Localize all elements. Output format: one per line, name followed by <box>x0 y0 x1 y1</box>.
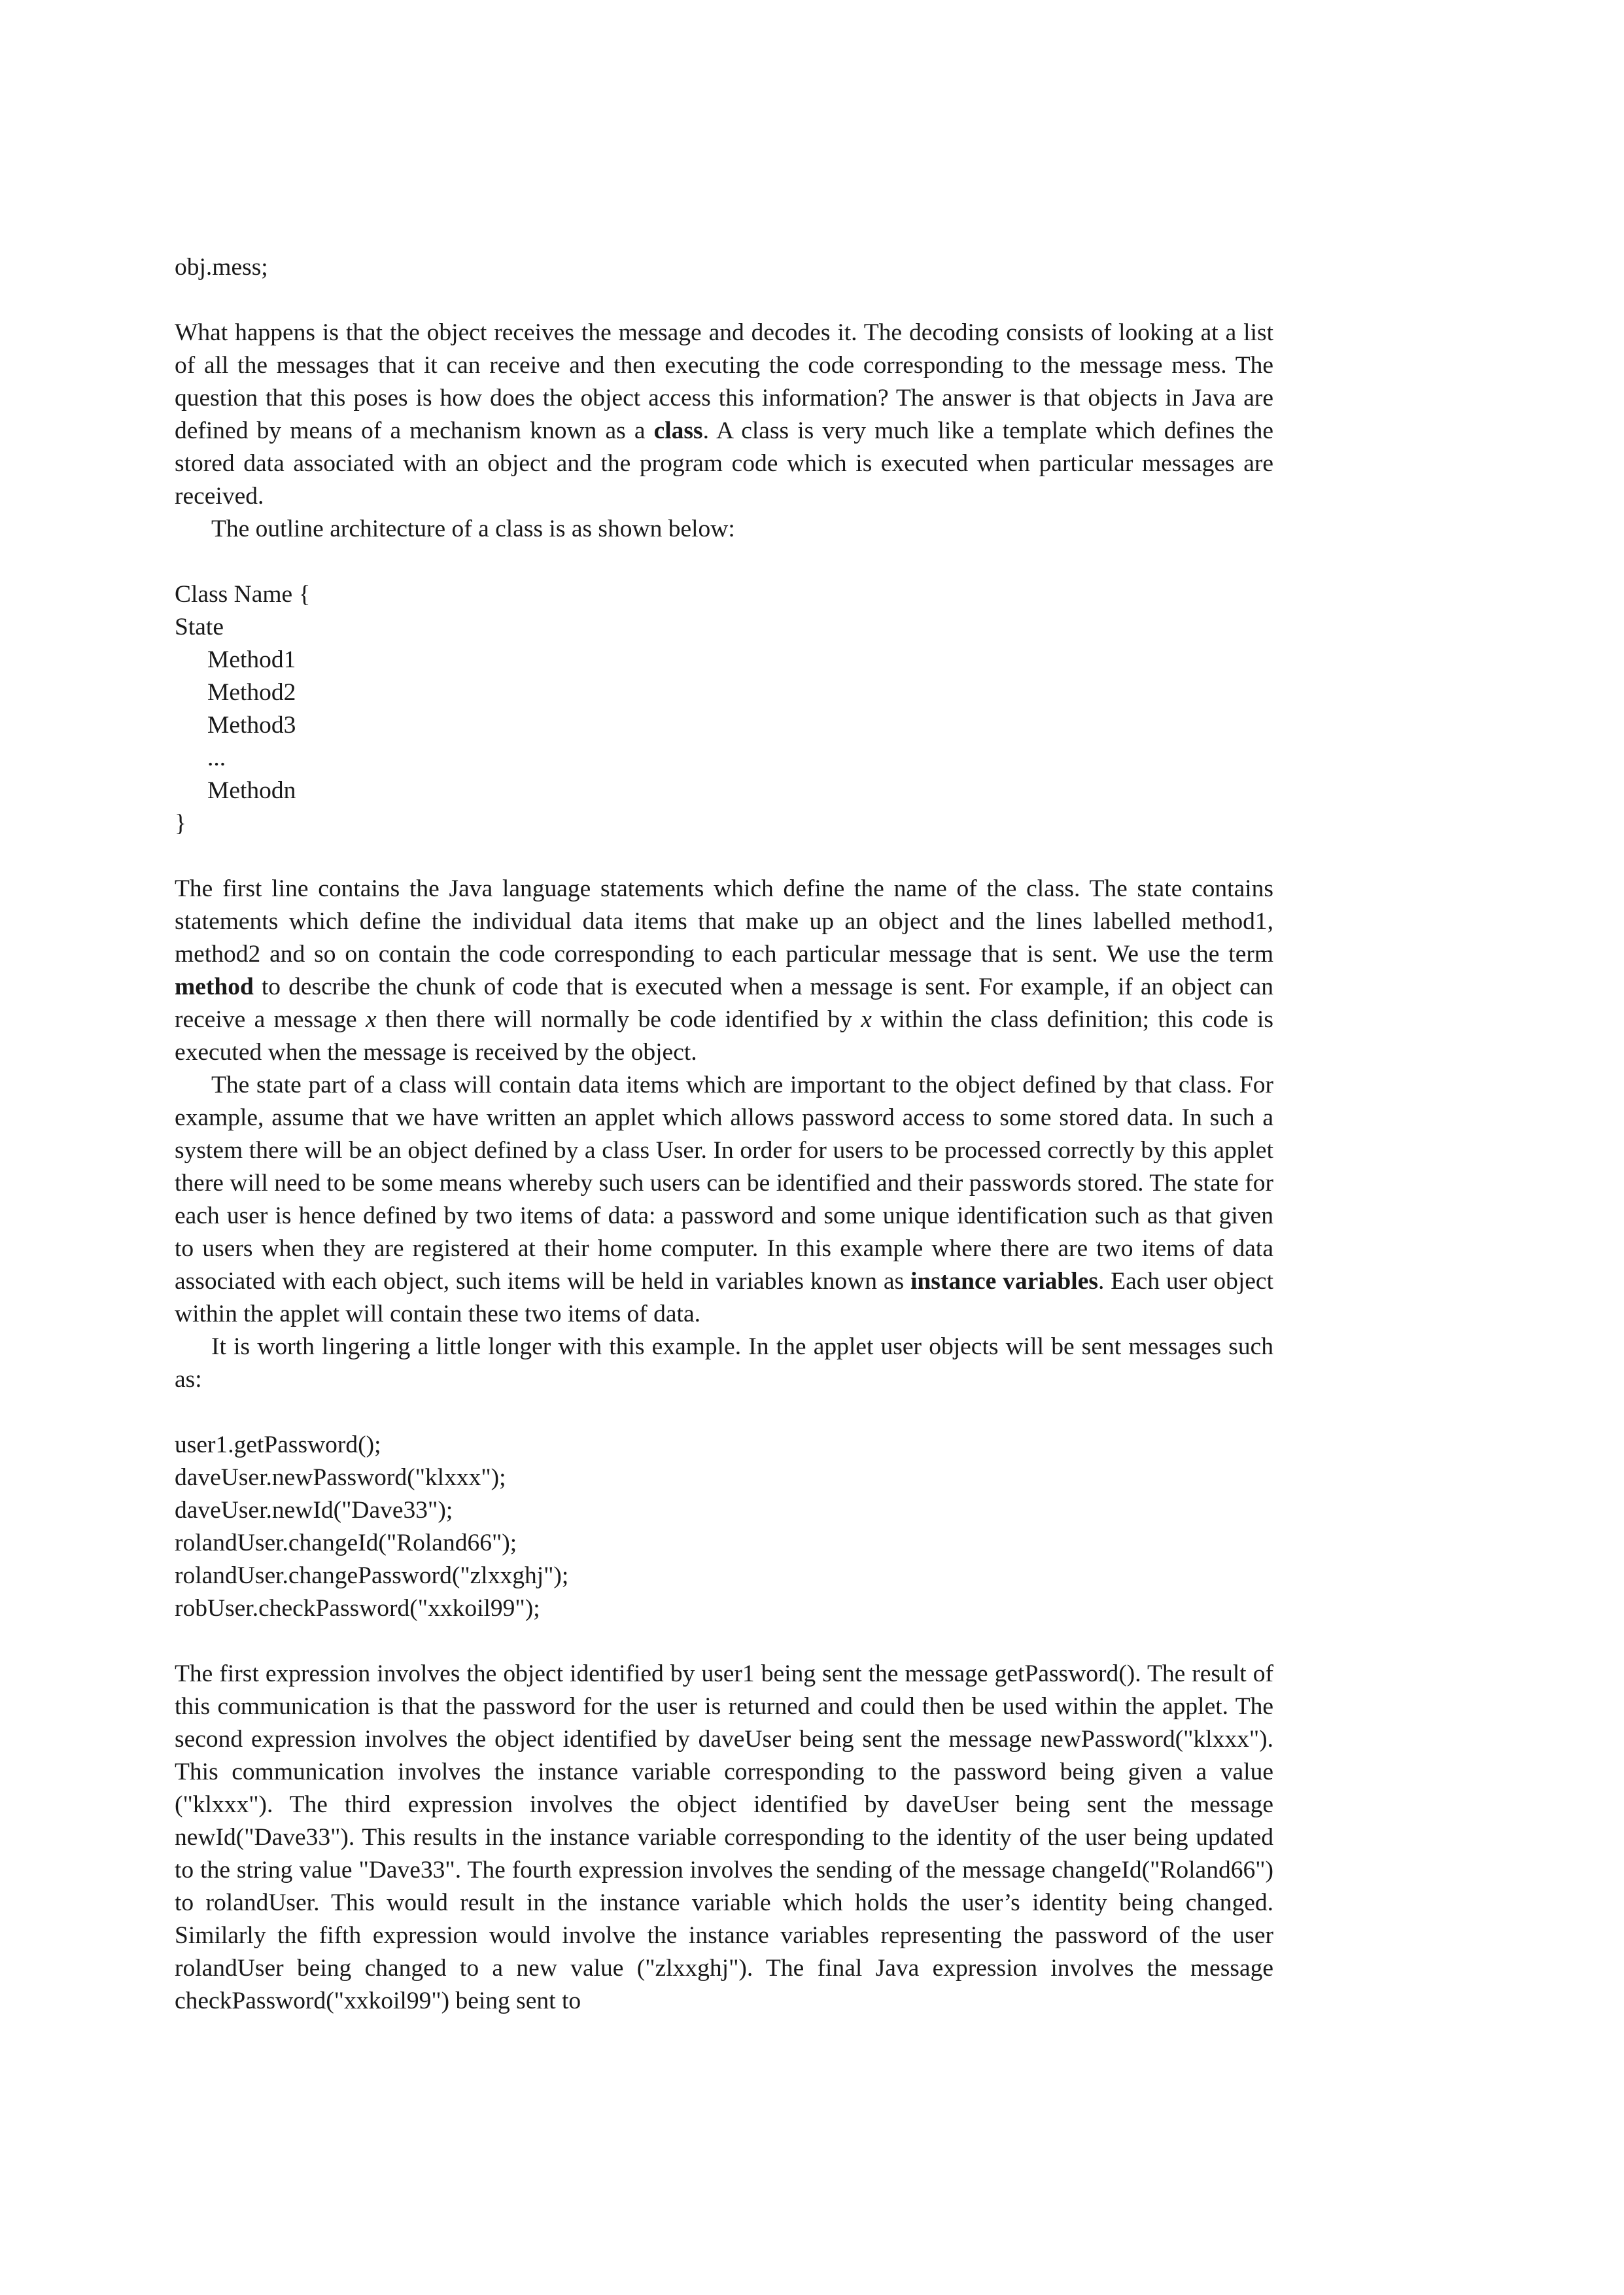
code-example-line: daveUser.newId("Dave33"); <box>175 1497 453 1524</box>
bold-term-class: class <box>653 417 703 444</box>
paragraph-outline-intro: The outline architecture of a class is as shown below: <box>211 516 735 542</box>
outline-method: Method1 <box>207 646 296 673</box>
outline-method: Method3 <box>207 712 296 739</box>
code-example-line: rolandUser.changePassword("zlxxghj"); <box>175 1562 569 1589</box>
code-example-line: daveUser.newPassword("klxxx"); <box>175 1464 506 1491</box>
bold-term-method: method <box>175 973 254 1000</box>
paragraph-example-intro: It is worth lingering a little longer with this example. In the applet user objects will be sent messages such as: <box>175 1333 1273 1393</box>
outline-method: Method2 <box>207 679 296 706</box>
text-run: What happens is that the object receives the message and decodes it. The decoding consists of looking at a list of all the messages that it can receive and then executing the code corresponding to the message mess. The question that this poses is how does the object access this information? The answer is that objects in Java are defined by means of a mechanism known as a <box>175 319 1273 444</box>
code-examples <box>175 1429 1273 1625</box>
text-run: . A class is very much like a template which defines the stored data associated with an object and the program code which is executed when particular messages are received. <box>175 417 1274 510</box>
outline-ellipsis: ... <box>207 745 226 771</box>
text-run: The first line contains the Java language statements which define the name of the class. The state contains statements which define the individual data items that make up an object and the lines labelled method1, method2 and so on contain the code corresponding to each particular message that is sent. We use the term <box>175 875 1273 968</box>
text-run: . Each user object within the applet will contain these two items of data. <box>175 1268 1273 1327</box>
paragraph-method-definition <box>175 873 1273 1069</box>
outline-method: Methodn <box>207 777 296 804</box>
spacer <box>175 546 1273 578</box>
text-run: The state part of a class will contain data items which are important to the object defined by that class. For example, assume that we have written an applet which allows password access to some stored data. In such a system there will be an object defined by a class User. In order for users to be processed correctly by this applet there will need to be some means whereby such users can be identified and their passwords stored. The state for each user is hence defined by two items of data: a password and some unique identification such as that given to users when they are registered at their home computer. In this example where there are two items of data associated with each object, such items will be held in variables known as <box>175 1072 1273 1295</box>
bold-term-instance-variables: instance variables <box>910 1268 1098 1295</box>
spacer <box>175 1625 1273 1658</box>
text-run: within the class definition; this code is executed when the message is received by the object. <box>175 1006 1273 1066</box>
spacer <box>175 1396 1273 1429</box>
spacer <box>175 284 1273 317</box>
text-run: to describe the chunk of code that is executed when a message is sent. For example, if an object can receive a message <box>175 973 1273 1033</box>
text-run: then there will normally be code identified by <box>376 1006 861 1033</box>
opening-code-line: obj.mess; <box>175 254 268 281</box>
italic-x: x <box>365 1006 377 1033</box>
italic-x: x <box>861 1006 872 1033</box>
code-example-line: user1.getPassword(); <box>175 1431 381 1458</box>
code-example-line: rolandUser.changeId("Roland66"); <box>175 1530 517 1556</box>
code-example-line: robUser.checkPassword("xxkoil99"); <box>175 1595 540 1622</box>
spacer <box>175 840 1273 873</box>
class-outline <box>175 578 1273 840</box>
paragraph-instance-variables <box>175 1069 1273 1331</box>
outline-state: State <box>175 614 224 640</box>
paragraph-class-intro <box>175 317 1273 513</box>
paragraph-expression-explanation: The first expression involves the object identified by user1 being sent the message getPassword(). The result of this communication is that the password for the user is returned and could then be used within the applet. The second expression involves the object identified by daveUser being sent the message newPassword("klxxx"). This communication involves the instance variable corresponding to the password being given a value ("klxxx"). The third expression involves the object identified by daveUser being sent the message newId("Dave33"). This results in the instance variable corresponding to the identity of the user being updated to the string value "Dave33". The fourth expression involves the sending of the message changeId("Roland66") to rolandUser. This would result in the instance variable which holds the user’s identity being changed. Similarly the fifth expression would involve the instance variables representing the password of the user rolandUser being changed to a new value ("zlxxghj"). The final Java expression involves the message checkPassword("xxkoil99") being sent to <box>175 1660 1273 2014</box>
outline-header: Class Name { <box>175 581 311 608</box>
outline-close: } <box>175 810 186 837</box>
document-page <box>175 251 1273 2018</box>
